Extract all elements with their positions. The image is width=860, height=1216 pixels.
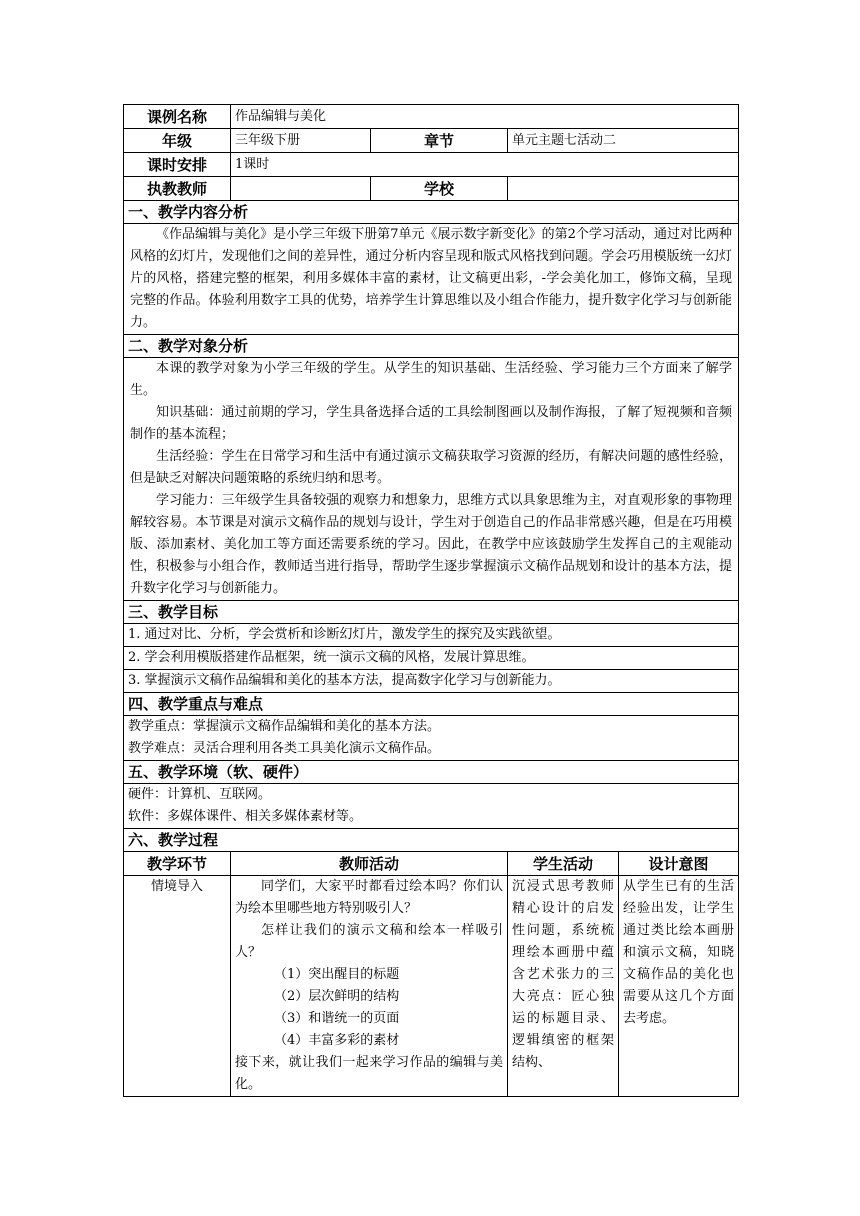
teacher-activity-text: 接下来，就让我们一起来学习作品的编辑与美化。 [235, 1055, 503, 1092]
process-header-intent: 设计意图 [619, 852, 739, 876]
teacher-activity-text: 怎样让我们的演示文稿和绘本一样吸引人？ [235, 923, 503, 960]
process-header-student: 学生活动 [508, 852, 619, 876]
hours-label: 课时安排 [124, 153, 231, 177]
teacher-activity-item: （1）突出醒目的标题 [274, 967, 400, 982]
object-paragraph: 学习能力：三年级学生具备较强的观察力和想象力，思维方式以具象思维为主，对直观形象的事物理解较容易。本节课是对演示文稿作品的规划与设计，学生对于创造自己的作品非常感兴趣，但是在巧用模版、添加素材、美化加工等方面还需要系统的学习。因此，在教学中应该鼓励学生发挥自己的主观能动性，积极参与小组合作，教师适当进行指导，帮助学生逐步掌握演示文稿作品规划和设计的基本方法，提升数字化学习与创新能力。 [130, 493, 733, 596]
object-analysis-title: 二、教学对象分析 [124, 335, 739, 358]
object-paragraph: 本课的教学对象为小学三年级的学生。从学生的知识基础、生活经验、学习能力三个方面来了解学生。 [130, 361, 733, 398]
process-intent-cell: 从学生已有的生活经验出发，让学生通过类比绘本画册和演示文稿，知晓文稿作品的美化也需要从这几个方面去考虑。 [619, 876, 739, 1097]
teacher-activity-item: （3）和谐统一的页面 [274, 1011, 400, 1026]
teacher-activity-item: （2）层次鲜明的结构 [274, 989, 400, 1004]
object-analysis-cell [124, 358, 739, 601]
chapter-label: 章节 [371, 129, 508, 153]
process-title: 六、教学过程 [124, 829, 739, 852]
environment-cell [124, 784, 739, 829]
goals-title: 三、教学目标 [124, 601, 739, 624]
process-header-stage: 教学环节 [124, 852, 231, 876]
course-name-label: 课例名称 [124, 105, 231, 129]
key-point-item: 教学难点：灵活合理利用各类工具美化演示文稿作品。 [128, 741, 441, 756]
goal-item: 2. 学会利用模版搭建作品框架，统一演示文稿的风格，发展计算思维。 [124, 647, 739, 670]
content-analysis-cell [124, 224, 739, 335]
course-name-value: 作品编辑与美化 [231, 105, 739, 129]
school-label: 学校 [371, 177, 508, 201]
teacher-value [231, 177, 371, 201]
chapter-value: 单元主题七活动二 [508, 129, 739, 153]
teacher-activity-item: （4）丰富多彩的素材 [274, 1033, 400, 1048]
content-analysis-title: 一、教学内容分析 [124, 201, 739, 224]
goal-item: 1. 通过对比、分析，学会赏析和诊断幻灯片，激发学生的探究及实践欲望。 [124, 624, 739, 647]
teacher-label: 执教教师 [124, 177, 231, 201]
environment-item: 硬件：计算机、互联网。 [128, 787, 272, 802]
key-point-item: 教学重点：掌握演示文稿作品编辑和美化的基本方法。 [128, 719, 441, 734]
process-teacher-cell [231, 876, 508, 1097]
environment-title: 五、教学环境（软、硬件） [124, 761, 739, 784]
process-header-teacher: 教师活动 [231, 852, 508, 876]
key-points-cell [124, 716, 739, 761]
content-analysis-text: 《作品编辑与美化》是小学三年级下册第7单元《展示数字新变化》的第2个学习活动，通过对比两种风格的幻灯片，发现他们之间的差异性，通过分析内容呈现和版式风格找到问题。学会巧用模版统一幻灯片的风格，搭建完整的框架，利用多媒体丰富的素材，让文稿更出彩，-学会美化加工，修饰文稿，呈现完整的作品。体验利用数字工具的优势，培养学生计算思维以及小组合作能力，提升数字化学习与创新能力。 [130, 227, 733, 330]
key-points-title: 四、教学重点与难点 [124, 693, 739, 716]
lesson-plan-table [123, 104, 739, 1097]
lesson-plan-document [123, 104, 738, 1097]
grade-label: 年级 [124, 129, 231, 153]
teacher-activity-text: 同学们，大家平时都看过绘本吗？你们认为绘本里哪些地方特别吸引人？ [235, 879, 503, 916]
school-value [508, 177, 739, 201]
process-student-cell: 沉浸式思考教师精心设计的启发性问题，系统梳理绘本画册中蕴含艺术张力的三大亮点：匠心独运的标题目录、逻辑缜密的框架结构、 [508, 876, 619, 1097]
hours-value: 1课时 [231, 153, 739, 177]
goal-item: 3. 掌握演示文稿作品编辑和美化的基本方法，提高数字化学习与创新能力。 [124, 670, 739, 693]
environment-item: 软件：多媒体课件、相关多媒体素材等。 [128, 809, 363, 824]
process-stage-cell: 情境导入 [124, 876, 231, 1097]
object-paragraph: 生活经验：学生在日常学习和生活中有通过演示文稿获取学习资源的经历，有解决问题的感性经验，但是缺乏对解决问题策略的系统归纳和思考。 [130, 449, 733, 486]
grade-value: 三年级下册 [231, 129, 371, 153]
object-paragraph: 知识基础：通过前期的学习，学生具备选择合适的工具绘制图画以及制作海报，了解了短视频和音频制作的基本流程； [130, 405, 733, 442]
